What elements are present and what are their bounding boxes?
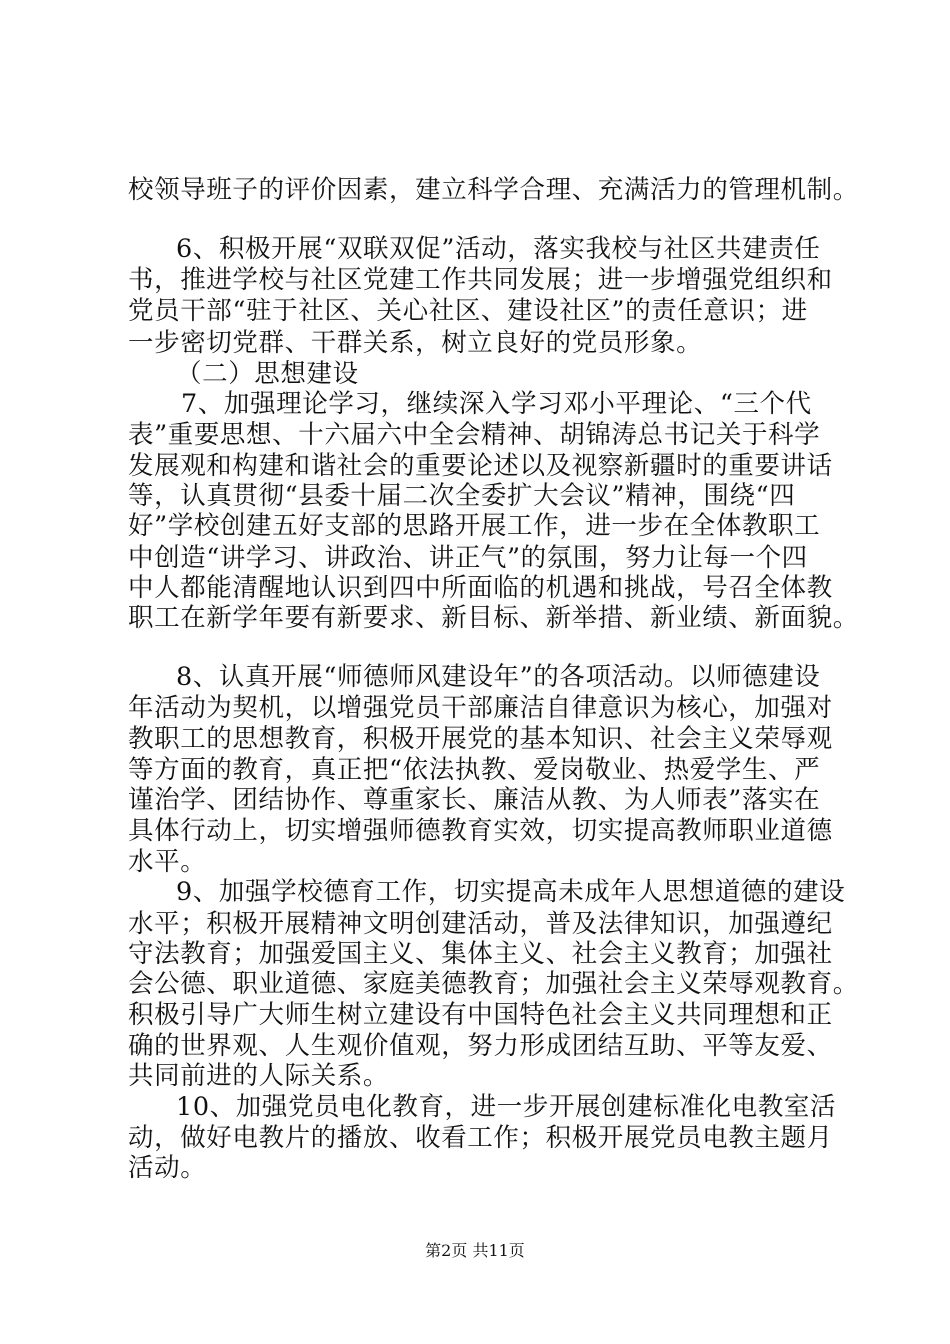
text-line: 等，认真贯彻“县委十届二次全委扩大会议”精神，围绕“四 xyxy=(128,481,796,512)
text-line: 积极引导广大师生树立建设有中国特色社会主义共同理想和正 xyxy=(128,1000,833,1031)
text-line: 等方面的教育，真正把“依法执教、爱岗敬业、热爱学生、严 xyxy=(128,755,821,785)
text-line: 动，做好电教片的播放、收看工作；积极开展党员电教主题月 xyxy=(128,1122,833,1153)
page-number-footer: 第2页 共11页 xyxy=(425,1241,525,1260)
section-heading: （二）思想建设 xyxy=(176,358,359,389)
paragraph-9-line: 9、加强学校德育工作，切实提高未成年人思想道德的建设 xyxy=(176,877,846,908)
text-line: 会公德、职业道德、家庭美德教育；加强社会主义荣辱观教育。 xyxy=(128,969,859,1000)
text-line: 守法教育；加强爱国主义、集体主义、社会主义教育；加强社 xyxy=(128,938,833,969)
text-line: 发展观和构建和谐社会的重要论述以及视察新疆时的重要讲话 xyxy=(128,450,833,481)
text-line: 党员干部“驻于社区、关心社区、建设社区”的责任意识；进 xyxy=(128,296,808,327)
text-line: 共同前进的人际关系。 xyxy=(128,1061,390,1092)
text-line: 中人都能清醒地认识到四中所面临的机遇和挑战，号召全体教 xyxy=(128,573,833,603)
text-line: 年活动为契机，以增强党员干部廉洁自律意识为核心，加强对 xyxy=(128,693,833,724)
paragraph-8-line: 8、认真开展“师德师风建设年”的各项活动。以师德建设 xyxy=(176,662,821,693)
text-line: 教职工的思想教育，积极开展党的基本知识、社会主义荣辱观 xyxy=(128,723,833,754)
text-line: 确的世界观、人生观价值观，努力形成团结互助、平等友爱、 xyxy=(128,1030,833,1061)
text-line: 中创造“讲学习、讲政治、讲正气”的氛围，努力让每一个四 xyxy=(128,542,808,573)
paragraph-7-line: 7、加强理论学习，继续深入学习邓小平理论、“三个代 xyxy=(181,389,812,420)
text-line: 书，推进学校与社区党建工作共同发展；进一步增强党组织和 xyxy=(128,265,833,296)
text-line: 谨治学、团结协作、尊重家长、廉洁从教、为人师表”落实在 xyxy=(128,785,821,816)
text-line: 校领导班子的评价因素，建立科学合理、充满活力的管理机制。 xyxy=(128,175,859,205)
text-line: 具体行动上，切实增强师德教育实效，切实提高教师职业道德 xyxy=(128,815,833,846)
paragraph-10-line: 10、加强党员电化教育，进一步开展创建标准化电教室活 xyxy=(176,1092,837,1123)
text-line: 职工在新学年要有新要求、新目标、新举措、新业绩、新面貌。 xyxy=(128,603,859,634)
text-line: 水平；积极开展精神文明创建活动，普及法律知识，加强遵纪 xyxy=(128,908,833,939)
text-line: 表”重要思想、十六届六中全会精神、胡锦涛总书记关于科学 xyxy=(128,419,821,450)
text-line: 水平。 xyxy=(128,846,207,877)
paragraph-6-line: 6、积极开展“双联双促”活动，落实我校与社区共建责任 xyxy=(176,233,821,264)
text-line: 好”学校创建五好支部的思路开展工作，进一步在全体教职工 xyxy=(128,511,821,542)
text-line: 一步密切党群、干群关系，树立良好的党员形象。 xyxy=(128,327,703,358)
text-line: 活动。 xyxy=(128,1153,207,1183)
